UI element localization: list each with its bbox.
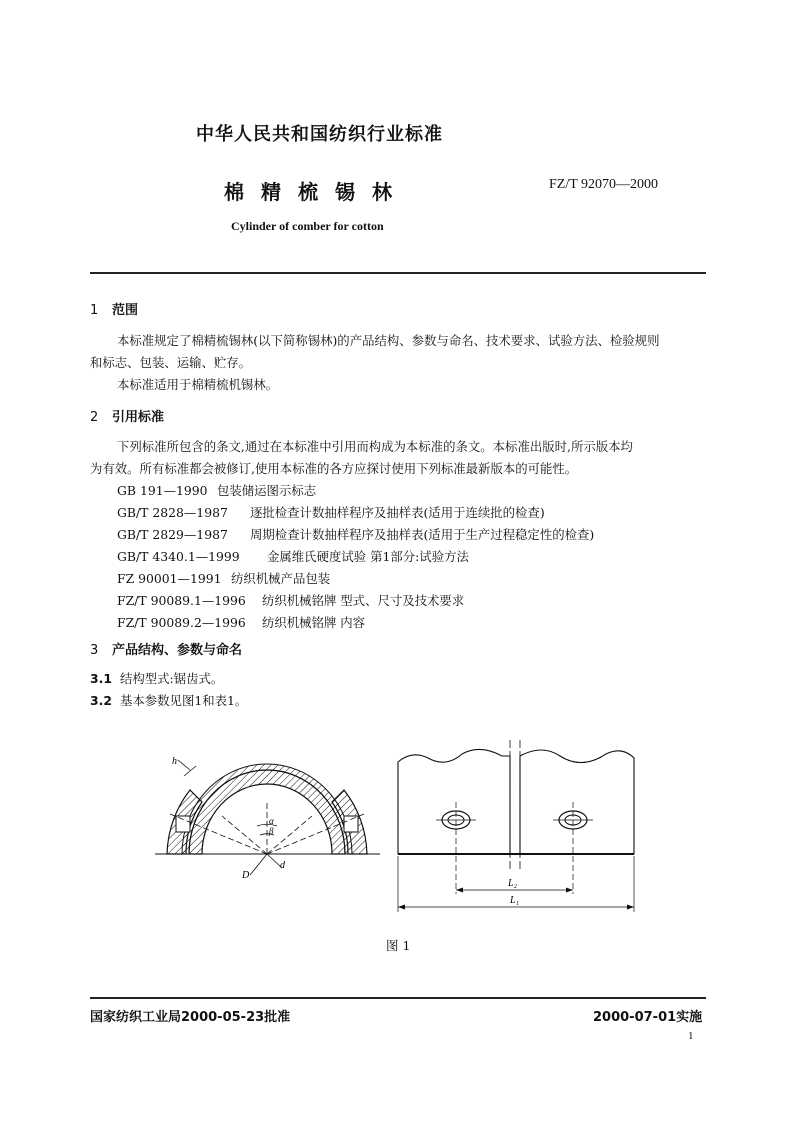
- section-2-para-line1: 下列标准所包含的条文,通过在本标准中引用而构成为本标准的条文。本标准出版时,所示版本均: [117, 439, 633, 454]
- english-title: Cylinder of comber for cotton: [231, 219, 384, 233]
- cylinder-cross-section: [155, 750, 380, 881]
- header-divider: [90, 272, 706, 274]
- label-D: D: [242, 870, 250, 881]
- section-2-heading: 2 引用标准: [90, 410, 165, 425]
- label-beta: β: [269, 826, 274, 836]
- label-L2: L₂: [508, 878, 518, 889]
- section-1-heading: 1 范围: [90, 303, 139, 318]
- standard-code: FZ/T 92070—2000: [549, 177, 659, 192]
- clause-3-2: 3.2 基本参数见图1和表1。: [90, 693, 248, 708]
- section-3-heading: 3 产品结构、参数与命名: [90, 643, 243, 658]
- section-1-para1-line1: 本标准规定了棉精梳锡林(以下简称锡林)的产品结构、参数与命名、技术要求、试验方法、检验规则: [117, 333, 660, 348]
- effective-date: 2000-07-01实施: [593, 1010, 703, 1025]
- figure-caption: 图 1: [386, 938, 411, 953]
- reference-item: GB/T 2828—1987 逐批检查计数抽样程序及抽样表(适用于连续批的检查): [117, 505, 545, 520]
- reference-item: GB/T 4340.1—1999 金属维氏硬度试验 第1部分:试验方法: [117, 549, 469, 564]
- cylinder-side-view: [398, 740, 634, 912]
- document-title: 棉精梳锡林: [224, 180, 409, 204]
- figure-1-drawing: [150, 730, 650, 920]
- section-1-para2: 本标准适用于棉精梳机锡林。: [117, 377, 279, 392]
- label-alpha: α: [269, 816, 274, 826]
- label-h: h: [172, 756, 177, 767]
- reference-item: FZ 90001—1991 纺织机械产品包装: [117, 571, 331, 586]
- reference-item: FZ/T 90089.2—1996 纺织机械铭牌 内容: [117, 615, 366, 630]
- label-d: d: [280, 860, 285, 871]
- approval-date: 国家纺织工业局2000-05-23批准: [90, 1010, 291, 1025]
- section-1-para1-line2: 和标志、包装、运输、贮存。: [90, 355, 252, 370]
- clause-3-1: 3.1 结构型式:锯齿式。: [90, 671, 224, 686]
- reference-item: FZ/T 90089.1—1996 纺织机械铭牌 型式、尺寸及技术要求: [117, 593, 465, 608]
- reference-item: GB 191—1990 包装储运图示标志: [117, 483, 317, 498]
- label-L1: L₁: [510, 895, 520, 906]
- issuing-body: 中华人民共和国纺织行业标准: [196, 124, 443, 145]
- reference-item: GB/T 2829—1987 周期检查计数抽样程序及抽样表(适用于生产过程稳定性的检查): [117, 527, 595, 542]
- section-2-para-line2: 为有效。所有标准都会被修订,使用本标准的各方应探讨使用下列标准最新版本的可能性。: [90, 461, 578, 476]
- footer-divider: [90, 997, 706, 999]
- page-number: 1: [688, 1030, 694, 1042]
